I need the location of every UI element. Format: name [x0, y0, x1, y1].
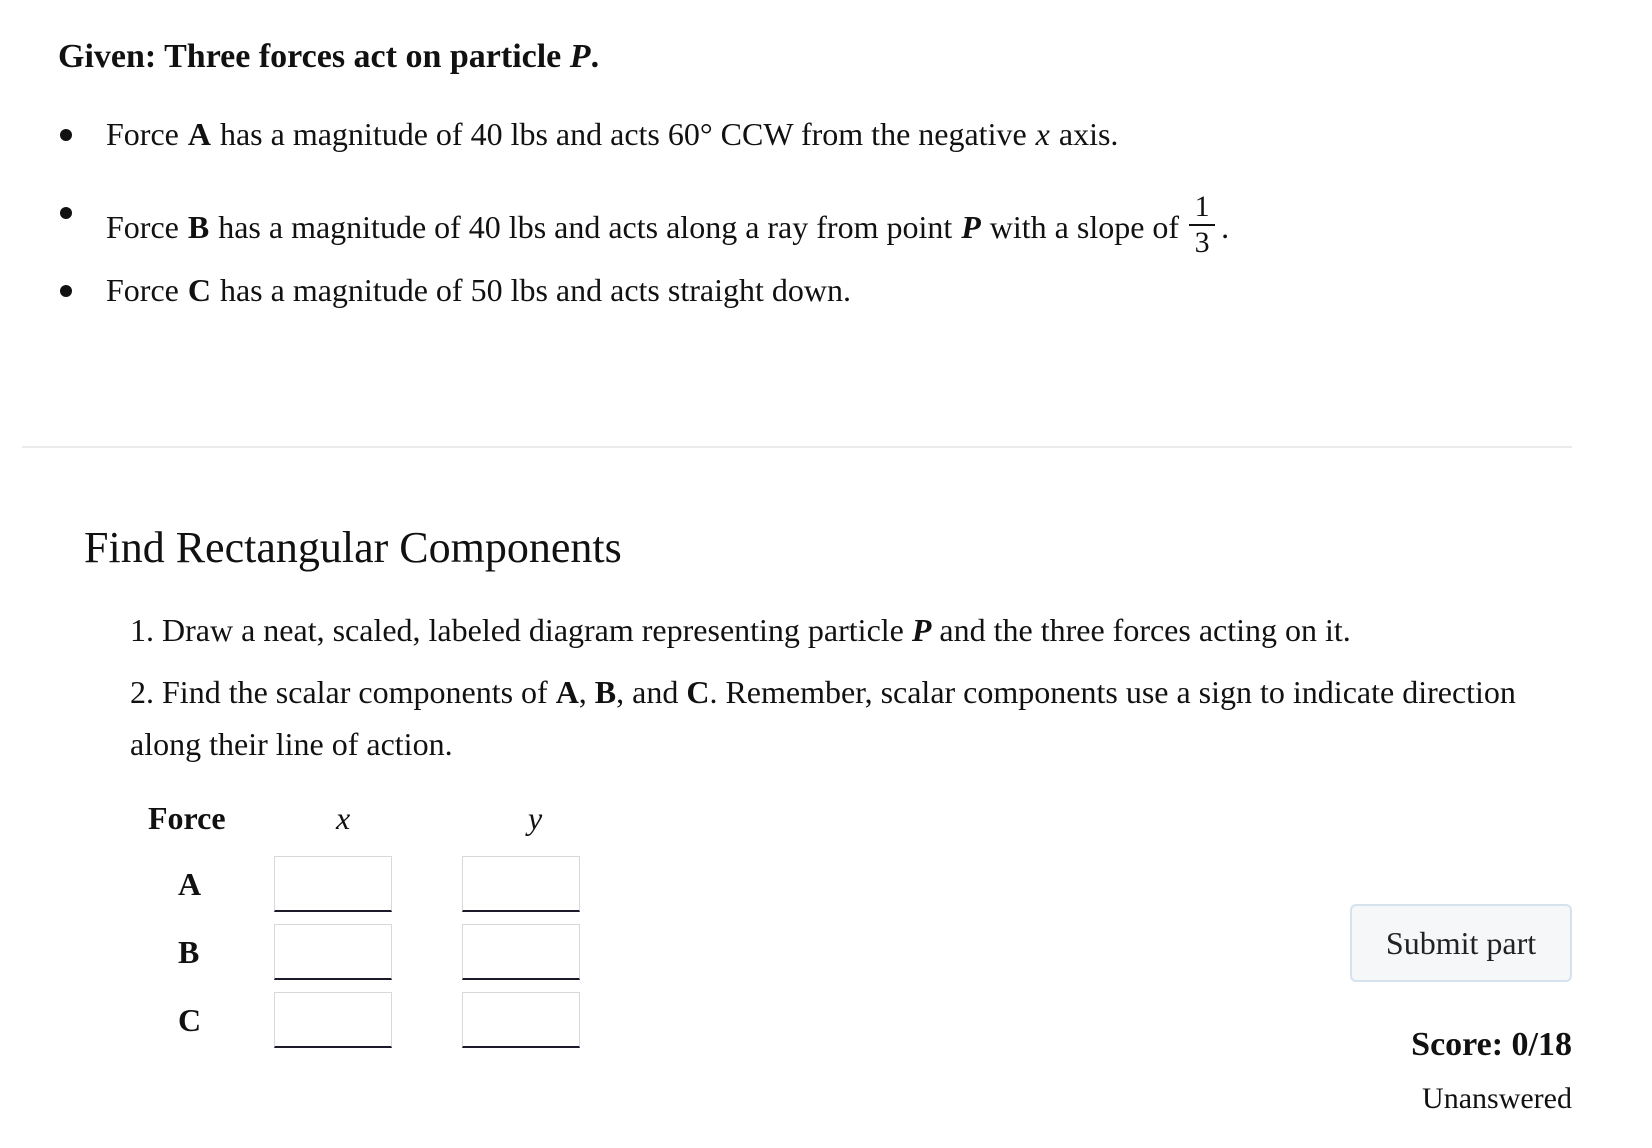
instruction-step-1: 1. Draw a neat, scaled, labeled diagram representing particle P and the three forces acting on it.: [130, 612, 1351, 648]
force-b-y-input[interactable]: [462, 924, 580, 980]
bullet-text: has a magnitude of 50 lbs and acts straight down.: [219, 272, 851, 308]
force-c-y-input[interactable]: [462, 992, 580, 1048]
section-divider: [22, 446, 1572, 448]
instructions: [130, 604, 1550, 780]
point-variable: P: [961, 208, 981, 245]
given-particle: P: [569, 38, 591, 75]
bullet-lead: Force: [106, 208, 179, 245]
force-a-x-input[interactable]: [274, 856, 392, 912]
bullet-text-end: with a slope of: [989, 208, 1180, 245]
bullet-icon: [60, 207, 72, 219]
submit-part-button[interactable]: Submit part: [1350, 904, 1572, 982]
row-label-b: B: [178, 934, 200, 970]
given-title: [58, 38, 599, 76]
bullet-icon: [60, 129, 72, 141]
bullet-text-end: axis.: [1058, 116, 1119, 152]
column-header-force: Force: [148, 800, 226, 836]
force-a-y-input[interactable]: [462, 856, 580, 912]
row-label-c: C: [178, 1002, 202, 1038]
score-label: Score: 0/18: [1411, 1026, 1572, 1063]
bullet-icon: [60, 285, 72, 297]
force-label: B: [187, 208, 210, 245]
axis-variable: x: [1035, 116, 1050, 152]
given-suffix: .: [590, 38, 600, 75]
fraction-denominator: 3: [1194, 226, 1210, 259]
column-header-x: x: [336, 800, 351, 836]
given-prefix: Given: Three forces act on particle: [58, 38, 562, 75]
force-c-x-input[interactable]: [274, 992, 392, 1048]
bullet-text: has a magnitude of 40 lbs and acts 60° CCW from the negative: [219, 116, 1027, 152]
slope-fraction: [1189, 192, 1215, 258]
answer-status: Unanswered: [1422, 1082, 1572, 1115]
column-header-y: y: [528, 800, 543, 836]
fraction-numerator: 1: [1194, 190, 1210, 223]
force-b-x-input[interactable]: [274, 924, 392, 980]
bullet-lead: Force: [106, 116, 179, 152]
force-label: A: [187, 116, 211, 152]
sentence-end: .: [1221, 208, 1230, 245]
row-label-a: A: [178, 866, 202, 902]
section-title: Find Rectangular Components: [84, 523, 622, 572]
instruction-step-2: 2. Find the scalar components of A, B, and C. Remember, scalar components use a sign to indicate direction along their line of action.: [130, 674, 1516, 762]
force-label: C: [187, 272, 211, 308]
bullet-lead: Force: [106, 272, 179, 308]
bullet-text: has a magnitude of 40 lbs and acts along a ray from point: [218, 208, 953, 245]
